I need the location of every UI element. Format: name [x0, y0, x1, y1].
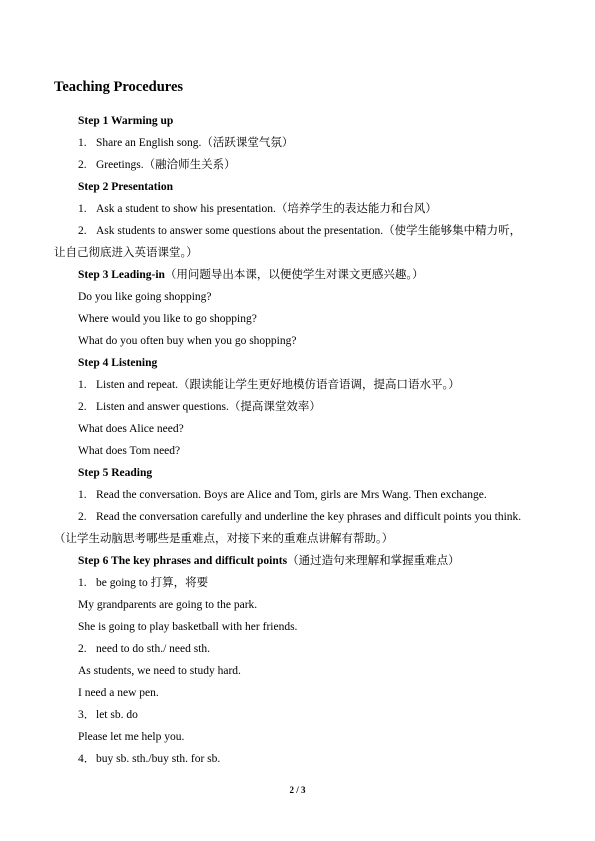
item-number: 1.: [78, 379, 87, 391]
item-number: 2.: [78, 159, 87, 171]
line-text: As students, we need to study hard.: [78, 665, 241, 677]
numbered-item: [78, 576, 208, 590]
text-line: [78, 598, 257, 612]
line-text: need to do sth./ need sth.: [96, 643, 211, 655]
line-text: I need a new pen.: [78, 687, 159, 699]
item-number: 3．: [78, 709, 96, 721]
line-text: （让学生动脑思考哪些是重难点，对接下来的重难点讲解有帮助。）: [54, 533, 394, 545]
line-text: Share an English song.（活跃课堂气氛）: [96, 137, 294, 149]
line-text: Please let me help you.: [78, 731, 185, 743]
numbered-item: [78, 510, 521, 524]
text-line: [78, 620, 297, 634]
line-text: She is going to play basketball with her friends.: [78, 621, 298, 633]
item-number: 2.: [78, 225, 87, 237]
step-heading: [78, 554, 460, 568]
numbered-item: [78, 642, 210, 656]
numbered-item: [78, 136, 293, 150]
page-number: 2 / 3: [289, 785, 306, 795]
line-text: be going to 打算，将要: [96, 577, 209, 589]
line-text: Where would you like to go shopping?: [78, 313, 257, 325]
numbered-item: [78, 378, 460, 392]
item-number: 2.: [78, 643, 87, 655]
item-number: 1.: [78, 577, 87, 589]
step-note: （通过造句来理解和掌握重难点）: [287, 555, 460, 567]
item-number: 1.: [78, 137, 87, 149]
step-heading-text: Step 2 Presentation: [78, 181, 173, 193]
text-line: [78, 444, 180, 458]
line-text: Read the conversation. Boys are Alice and Tom, girls are Mrs Wang. Then exchange.: [96, 489, 487, 501]
numbered-item: [78, 488, 487, 502]
line-text: Ask students to answer some questions about the presentation.（使学生能够集中精力听，: [96, 225, 522, 237]
step-heading-text: Step 6 The key phrases and difficult points: [78, 555, 288, 567]
line-text: Read the conversation carefully and underline the key phrases and difficult points you think.: [96, 511, 522, 523]
line-text: What does Alice need?: [78, 423, 184, 435]
text-line: [78, 422, 184, 436]
item-number: 1.: [78, 203, 87, 215]
numbered-item: [78, 400, 321, 414]
line-text: My grandparents are going to the park.: [78, 599, 258, 611]
step-heading: [78, 114, 173, 128]
step-heading-text: Step 4 Listening: [78, 357, 158, 369]
step-heading-text: Step 5 Reading: [78, 467, 153, 479]
text-line: [78, 290, 212, 304]
numbered-item: [78, 708, 138, 722]
text-line: [54, 532, 393, 546]
line-text: buy sb. sth./buy sth. for sb.: [96, 753, 221, 765]
numbered-item: [78, 158, 236, 172]
line-text: Ask a student to show his presentation.（培养学生的表达能力和台风）: [96, 203, 437, 215]
section-title: Teaching Procedures: [54, 79, 184, 95]
text-line: [78, 686, 159, 700]
text-line: [78, 334, 296, 348]
numbered-item: [78, 752, 220, 766]
line-text: What do you often buy when you go shopping?: [78, 335, 297, 347]
numbered-item: [78, 202, 437, 216]
line-text: What does Tom need?: [78, 445, 181, 457]
line-text: Listen and answer questions.（提高课堂效率）: [96, 401, 321, 413]
item-number: 1.: [78, 489, 87, 501]
step-heading-text: Step 1 Warming up: [78, 115, 174, 127]
text-line: [78, 312, 257, 326]
line-text: let sb. do: [96, 709, 138, 721]
step-heading: [78, 268, 424, 282]
step-heading-text: Step 3 Leading-in: [78, 269, 165, 281]
line-text: 让自己彻底进入英语课堂。）: [54, 247, 198, 259]
numbered-item: [78, 224, 521, 238]
item-number: 4．: [78, 753, 96, 765]
text-line: [78, 664, 241, 678]
step-heading: [78, 466, 152, 480]
step-heading: [78, 180, 173, 194]
text-line: [54, 246, 198, 260]
text-line: [78, 730, 184, 744]
step-heading: [78, 356, 157, 370]
step-note: （用问题导出本课，以便使学生对课文更感兴趣。）: [164, 269, 424, 281]
line-text: Listen and repeat.（跟读能让学生更好地模仿语音语调，提高口语水平。）: [96, 379, 460, 391]
item-number: 2.: [78, 401, 87, 413]
line-text: Greetings.（融洽师生关系）: [96, 159, 236, 171]
line-text: Do you like going shopping?: [78, 291, 212, 303]
item-number: 2.: [78, 511, 87, 523]
